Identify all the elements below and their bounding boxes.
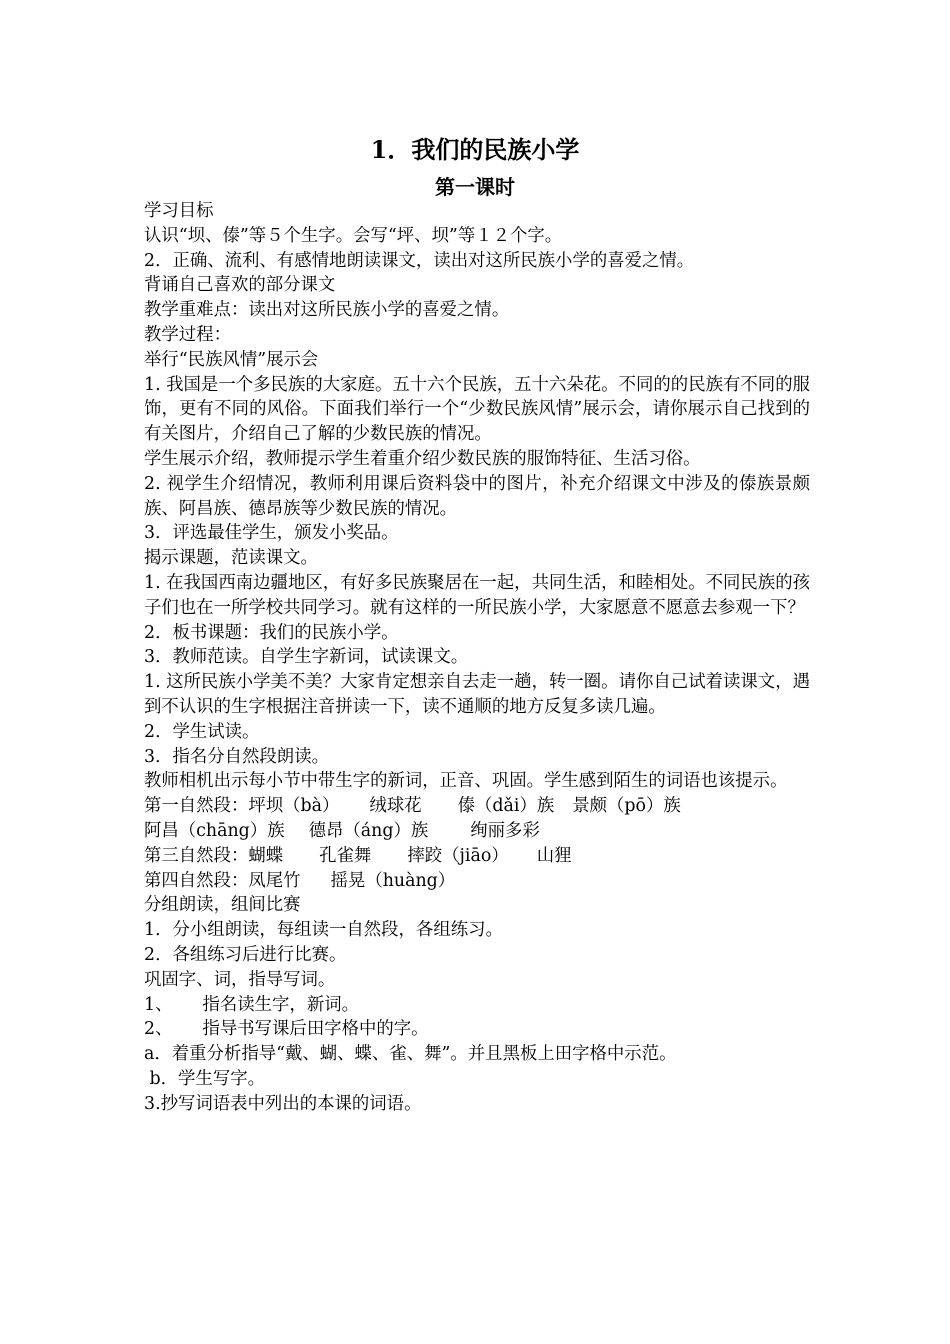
section-heading: 巩固字、词，指导写词。 bbox=[144, 969, 336, 990]
text-line: 背诵自己喜欢的部分课文 bbox=[144, 275, 336, 296]
section-heading: 教学过程： bbox=[144, 324, 231, 345]
section-heading: 学习目标 bbox=[144, 201, 214, 221]
vocab-line bbox=[144, 844, 810, 869]
vocab-item: 绒球花 bbox=[369, 796, 422, 817]
vocab-item: 傣（dǎi）族 bbox=[457, 796, 555, 817]
list-text: 指导书写课后田字格中的字。 bbox=[202, 1019, 429, 1040]
vocab-item: 第三自然段：蝴蝶 bbox=[144, 845, 284, 866]
text-line: b．学生写字。 bbox=[144, 1068, 266, 1089]
text-line: 2．学生试读。 bbox=[144, 721, 260, 742]
list-number: 1、 bbox=[144, 994, 173, 1015]
section-heading: 举行“民族风情”展示会 bbox=[144, 349, 319, 370]
paragraph: 1. 这所民族小学美不美？大家肯定想亲自去走一趟，转一圈。请你自己试着读课文，遇到不认识的生字根据注音拼读一下，读不通顺的地方反复多读几遍。 bbox=[144, 672, 810, 717]
section-heading: 揭示课题，范读课文。 bbox=[144, 548, 318, 569]
text-line: 1．分小组朗读，每组读一自然段，各组练习。 bbox=[144, 920, 503, 941]
text-line: 2．各组练习后进行比赛。 bbox=[144, 944, 347, 965]
list-text: 指名读生字，新词。 bbox=[202, 994, 359, 1015]
section-heading: 分组朗读，组间比赛 bbox=[144, 895, 301, 916]
vocab-line bbox=[144, 819, 810, 844]
lesson-subtitle: 第一课时 bbox=[435, 175, 515, 199]
text-line: 学生展示介绍，教师提示学生着重介绍少数民族的服饰特征、生活习俗。 bbox=[144, 448, 701, 469]
text-line: a．着重分析指导“戴、蝴、蝶、雀、舞”。并且黑板上田字格中示范。 bbox=[144, 1044, 677, 1065]
vocab-item: 摇晃（huàng） bbox=[330, 870, 456, 891]
vocab-item: 景颇（pō）族 bbox=[572, 796, 681, 817]
paragraph: 1. 在我国西南边疆地区，有好多民族聚居在一起，共同生活，和睦相处。不同民族的孩子们也在一所学校共同学习。就有这样的一所民族小学，大家愿意不愿意去参观一下？ bbox=[144, 572, 810, 618]
vocab-line bbox=[144, 794, 810, 819]
text-line: 3．教师范读。自学生字新词，试读课文。 bbox=[144, 647, 469, 668]
vocab-item: 阿昌（chāng）族 bbox=[144, 820, 285, 841]
lesson-body bbox=[144, 199, 810, 1116]
paragraph: 教师相机出示每小节中带生字的新词，正音、巩固。学生感到陌生的词语也该提示。 bbox=[144, 771, 788, 792]
text-line: 2．板书课题：我们的民族小学。 bbox=[144, 622, 399, 643]
numbered-line bbox=[144, 1017, 810, 1042]
paragraph: 2. 视学生介绍情况，教师利用课后资料袋中的图片，补充介绍课文中涉及的傣族景颇族、阿昌族、德昂族等少数民族的情况。 bbox=[144, 473, 810, 519]
text-line: 2．正确、流利、有感情地朗读课文，读出对这所民族小学的喜爱之情。 bbox=[144, 250, 695, 271]
paragraph: 1. 我国是一个多民族的大家庭。五十六个民族，五十六朵花。不同的的民族有不同的服饰，更有不同的风俗。下面我们举行一个“少数民族风情”展示会，请你展示自己找到的有关图片，介绍自己了解的少数民族的情况。 bbox=[144, 374, 810, 445]
text-line: 教学重难点：读出对这所民族小学的喜爱之情。 bbox=[144, 300, 510, 321]
vocab-item: 绚丽多彩 bbox=[470, 820, 540, 841]
text-line: 3．评选最佳学生，颁发小奖品。 bbox=[144, 523, 399, 544]
vocab-item: 第四自然段：凤尾竹 bbox=[144, 870, 301, 891]
text-line: 3.抄写词语表中列出的本课的词语。 bbox=[144, 1093, 422, 1114]
vocab-item: 孔雀舞 bbox=[319, 845, 372, 866]
text-line: 认识“坝、傣”等５个生字。会写“坪、坝”等１２个字。 bbox=[144, 225, 563, 246]
vocab-item: 摔跤（jiāo） bbox=[407, 845, 509, 866]
list-number: 2、 bbox=[144, 1019, 173, 1040]
vocab-item: 第一自然段：坪坝（bà） bbox=[144, 796, 340, 817]
vocab-line bbox=[144, 869, 810, 894]
vocab-item: 山狸 bbox=[536, 845, 572, 866]
lesson-title: 1．我们的民族小学 bbox=[370, 135, 580, 164]
numbered-line bbox=[144, 993, 810, 1018]
text-line: 3．指名分自然段朗读。 bbox=[144, 746, 329, 767]
vocab-item: 德昂（áng）族 bbox=[308, 820, 429, 841]
